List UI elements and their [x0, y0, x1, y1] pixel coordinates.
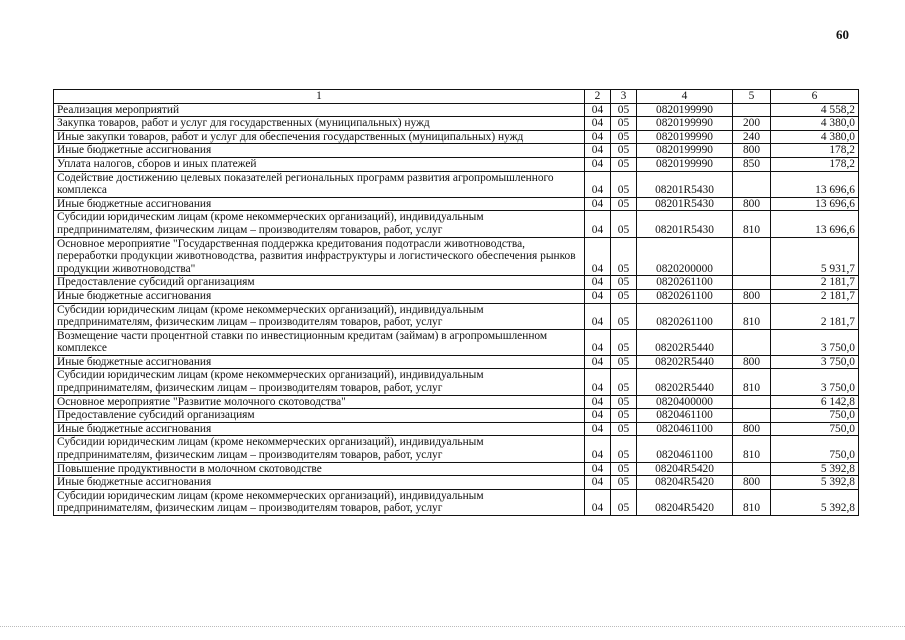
cell-subsection: 05 [611, 130, 637, 144]
cell-expense-type [733, 103, 771, 117]
cell-section: 04 [585, 409, 611, 423]
cell-name: Иные бюджетные ассигнования [54, 476, 585, 490]
table-row [54, 103, 859, 117]
table-row [54, 144, 859, 158]
cell-section: 04 [585, 329, 611, 355]
cell-name: Субсидии юридическим лицам (кроме некоммерческих организаций), индивидуальным предпринимателям, физическим лицам – производителям товаров, работ, услуг [54, 369, 585, 395]
cell-amount: 5 392,8 [771, 476, 859, 490]
cell-section: 04 [585, 211, 611, 237]
cell-amount: 13 696,6 [771, 171, 859, 197]
cell-expense-type: 810 [733, 436, 771, 462]
cell-target-article: 08201R5430 [637, 197, 733, 211]
cell-expense-type: 810 [733, 211, 771, 237]
table-row [54, 462, 859, 476]
cell-amount: 13 696,6 [771, 197, 859, 211]
cell-expense-type: 800 [733, 422, 771, 436]
cell-subsection: 05 [611, 422, 637, 436]
cell-target-article: 0820261100 [637, 303, 733, 329]
table-row [54, 395, 859, 409]
cell-expense-type [733, 171, 771, 197]
cell-subsection: 05 [611, 171, 637, 197]
cell-amount: 13 696,6 [771, 211, 859, 237]
header-cell-subsection: 3 [611, 90, 637, 104]
cell-expense-type: 800 [733, 289, 771, 303]
cell-section: 04 [585, 103, 611, 117]
cell-amount: 178,2 [771, 144, 859, 158]
cell-target-article: 0820400000 [637, 395, 733, 409]
cell-expense-type [733, 276, 771, 290]
cell-name: Предоставление субсидий организациям [54, 409, 585, 423]
cell-target-article: 08204R5420 [637, 476, 733, 490]
cell-subsection: 05 [611, 211, 637, 237]
cell-name: Иные закупки товаров, работ и услуг для обеспечения государственных (муниципальных) нужд [54, 130, 585, 144]
scan-edge-line [0, 626, 905, 628]
cell-subsection: 05 [611, 476, 637, 490]
cell-amount: 2 181,7 [771, 303, 859, 329]
cell-section: 04 [585, 395, 611, 409]
cell-expense-type: 810 [733, 489, 771, 515]
cell-section: 04 [585, 144, 611, 158]
table-row [54, 303, 859, 329]
cell-section: 04 [585, 157, 611, 171]
cell-target-article: 0820261100 [637, 289, 733, 303]
cell-amount: 6 142,8 [771, 395, 859, 409]
cell-expense-type: 810 [733, 303, 771, 329]
page-number: 60 [836, 27, 849, 42]
cell-expense-type: 810 [733, 369, 771, 395]
cell-name: Уплата налогов, сборов и иных платежей [54, 157, 585, 171]
cell-amount: 5 931,7 [771, 237, 859, 276]
cell-amount: 4 558,2 [771, 103, 859, 117]
cell-target-article: 08204R5420 [637, 489, 733, 515]
cell-target-article: 0820199990 [637, 144, 733, 158]
cell-subsection: 05 [611, 276, 637, 290]
cell-amount: 5 392,8 [771, 489, 859, 515]
cell-subsection: 05 [611, 289, 637, 303]
table-row [54, 130, 859, 144]
cell-expense-type: 240 [733, 130, 771, 144]
table-row [54, 409, 859, 423]
cell-amount: 750,0 [771, 422, 859, 436]
cell-amount: 178,2 [771, 157, 859, 171]
cell-subsection: 05 [611, 369, 637, 395]
cell-expense-type: 200 [733, 117, 771, 131]
cell-subsection: 05 [611, 303, 637, 329]
cell-amount: 4 380,0 [771, 130, 859, 144]
cell-target-article: 0820200000 [637, 237, 733, 276]
cell-name: Повышение продуктивности в молочном скотоводстве [54, 462, 585, 476]
table-row [54, 197, 859, 211]
header-cell-name: 1 [54, 90, 585, 104]
header-cell-section: 2 [585, 90, 611, 104]
cell-section: 04 [585, 237, 611, 276]
cell-subsection: 05 [611, 237, 637, 276]
cell-subsection: 05 [611, 144, 637, 158]
cell-name: Субсидии юридическим лицам (кроме некоммерческих организаций), индивидуальным предпринимателям, физическим лицам – производителям товаров, работ, услуг [54, 436, 585, 462]
cell-amount: 4 380,0 [771, 117, 859, 131]
cell-section: 04 [585, 476, 611, 490]
cell-name: Иные бюджетные ассигнования [54, 144, 585, 158]
cell-section: 04 [585, 422, 611, 436]
header-cell-amount: 6 [771, 90, 859, 104]
cell-name: Иные бюджетные ассигнования [54, 355, 585, 369]
cell-name: Иные бюджетные ассигнования [54, 289, 585, 303]
cell-name: Основное мероприятие "Развитие молочного скотоводства" [54, 395, 585, 409]
cell-name: Субсидии юридическим лицам (кроме некоммерческих организаций), индивидуальным предпринимателям, физическим лицам – производителям товаров, работ, услуг [54, 303, 585, 329]
cell-expense-type: 800 [733, 144, 771, 158]
cell-subsection: 05 [611, 157, 637, 171]
cell-target-article: 0820199990 [637, 157, 733, 171]
cell-amount: 2 181,7 [771, 276, 859, 290]
cell-subsection: 05 [611, 103, 637, 117]
cell-subsection: 05 [611, 409, 637, 423]
cell-target-article: 08202R5440 [637, 355, 733, 369]
cell-subsection: 05 [611, 462, 637, 476]
table-row [54, 157, 859, 171]
table-row [54, 422, 859, 436]
cell-section: 04 [585, 369, 611, 395]
cell-expense-type: 800 [733, 197, 771, 211]
cell-section: 04 [585, 197, 611, 211]
cell-target-article: 08201R5430 [637, 211, 733, 237]
cell-name: Субсидии юридическим лицам (кроме некоммерческих организаций), индивидуальным предпринимателям, физическим лицам – производителям товаров, работ, услуг [54, 211, 585, 237]
cell-section: 04 [585, 436, 611, 462]
cell-expense-type [733, 237, 771, 276]
cell-name: Иные бюджетные ассигнования [54, 422, 585, 436]
table-row [54, 355, 859, 369]
cell-amount: 5 392,8 [771, 462, 859, 476]
cell-expense-type [733, 329, 771, 355]
cell-subsection: 05 [611, 329, 637, 355]
cell-target-article: 0820461100 [637, 409, 733, 423]
cell-section: 04 [585, 117, 611, 131]
cell-section: 04 [585, 171, 611, 197]
cell-subsection: 05 [611, 117, 637, 131]
budget-table [53, 89, 859, 516]
table-row [54, 329, 859, 355]
cell-name: Иные бюджетные ассигнования [54, 197, 585, 211]
cell-section: 04 [585, 462, 611, 476]
cell-amount: 750,0 [771, 436, 859, 462]
header-cell-expense-type: 5 [733, 90, 771, 104]
table-header-row [54, 90, 859, 104]
cell-expense-type: 800 [733, 355, 771, 369]
table-row [54, 211, 859, 237]
cell-target-article: 08202R5440 [637, 329, 733, 355]
table-body [54, 103, 859, 515]
cell-name: Закупка товаров, работ и услуг для государственных (муниципальных) нужд [54, 117, 585, 131]
cell-amount: 2 181,7 [771, 289, 859, 303]
cell-target-article: 0820461100 [637, 422, 733, 436]
cell-target-article: 08202R5440 [637, 369, 733, 395]
cell-amount: 750,0 [771, 409, 859, 423]
cell-target-article: 08201R5430 [637, 171, 733, 197]
cell-target-article: 0820461100 [637, 436, 733, 462]
cell-section: 04 [585, 276, 611, 290]
cell-amount: 3 750,0 [771, 369, 859, 395]
table-row [54, 276, 859, 290]
table-row [54, 117, 859, 131]
cell-subsection: 05 [611, 489, 637, 515]
cell-target-article: 0820199990 [637, 130, 733, 144]
cell-amount: 3 750,0 [771, 355, 859, 369]
cell-section: 04 [585, 489, 611, 515]
table-row [54, 289, 859, 303]
cell-subsection: 05 [611, 395, 637, 409]
cell-section: 04 [585, 289, 611, 303]
cell-name: Предоставление субсидий организациям [54, 276, 585, 290]
cell-target-article: 0820199990 [637, 103, 733, 117]
table-row [54, 237, 859, 276]
cell-subsection: 05 [611, 197, 637, 211]
header-cell-target-article: 4 [637, 90, 733, 104]
cell-target-article: 0820261100 [637, 276, 733, 290]
table-row [54, 436, 859, 462]
cell-amount: 3 750,0 [771, 329, 859, 355]
cell-section: 04 [585, 355, 611, 369]
cell-expense-type: 850 [733, 157, 771, 171]
cell-subsection: 05 [611, 436, 637, 462]
cell-target-article: 08204R5420 [637, 462, 733, 476]
table-row [54, 489, 859, 515]
cell-section: 04 [585, 303, 611, 329]
cell-name: Возмещение части процентной ставки по инвестиционным кредитам (займам) в агропромышленном комплексе [54, 329, 585, 355]
cell-name: Основное мероприятие "Государственная поддержка кредитования подотрасли животноводства, переработки продукции животноводства, развития инфраструктуры и логистического обеспечения рынков продукции животноводства" [54, 237, 585, 276]
cell-section: 04 [585, 130, 611, 144]
cell-expense-type [733, 409, 771, 423]
cell-name: Содействие достижению целевых показателей региональных программ развития агропромышленного комплекса [54, 171, 585, 197]
cell-expense-type [733, 462, 771, 476]
cell-subsection: 05 [611, 355, 637, 369]
cell-name: Реализация мероприятий [54, 103, 585, 117]
cell-expense-type: 800 [733, 476, 771, 490]
cell-expense-type [733, 395, 771, 409]
cell-target-article: 0820199990 [637, 117, 733, 131]
table-row [54, 171, 859, 197]
cell-name: Субсидии юридическим лицам (кроме некоммерческих организаций), индивидуальным предпринимателям, физическим лицам – производителям товаров, работ, услуг [54, 489, 585, 515]
table-row [54, 369, 859, 395]
table-row [54, 476, 859, 490]
